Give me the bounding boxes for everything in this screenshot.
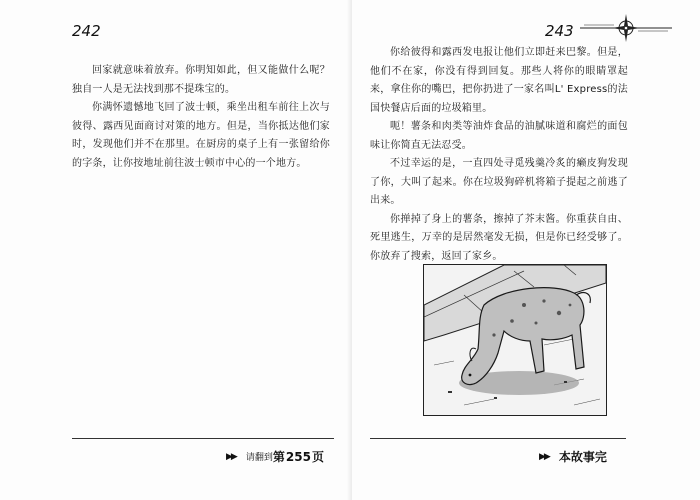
dog-drawing-icon: [424, 265, 606, 415]
right-footer-rule: [370, 438, 626, 439]
left-footer-rule: [72, 438, 334, 439]
story-end-text: 本故事完: [558, 450, 607, 464]
paragraph: 你满怀遗憾地飞回了波士顿，乘坐出租车前往上次与彼得、露西见面商讨对策的地方。但是，当你抵达他们家时，发现他们并不在那里。在厨房的桌子上有一张留给你的字条，让你按地址前往波士顿市中心的一个地方。: [72, 102, 330, 169]
paragraph: 不过幸运的是，一直四处寻觅残羹冷炙的癞皮狗发现了你，大叫了起来。你在垃圾狗碎机将箱子提起之前逃了出来。: [370, 158, 628, 206]
double-arrow-icon: ▶▶: [539, 451, 549, 462]
stray-dog-illustration: [423, 264, 607, 416]
right-page-body: [370, 44, 628, 266]
paragraph: 你给彼得和露西发电报让他们立即赶来巴黎。但是，他们不在家，你没有得到回复。那些人将你的眼睛罩起来，拿住你的嘴巴，把你扔进了一家名叫L' Express的法国快餐店后面的垃圾箱里。: [370, 47, 628, 114]
turn-to-ye: 页: [311, 450, 324, 464]
left-page-body: [72, 62, 330, 173]
paragraph: 你掸掉了身上的薯条，擦掉了芥末酱。你重获自由、死里逃生，万幸的是居然毫发无损，但是你已经受够了。你放弃了搜索，返回了家乡。: [370, 213, 628, 262]
turn-to-prefix: 请翻到: [245, 453, 273, 463]
paragraph: 回家就意味着放弃。你明知如此，但又能做什么呢？独自一人是无法找到那不提珠宝的。: [72, 65, 330, 95]
turn-to-di: 第: [272, 450, 285, 464]
turn-to-page-link[interactable]: [226, 448, 324, 465]
double-arrow-icon: ▶▶: [226, 451, 236, 462]
story-end-label: [539, 448, 607, 465]
left-page-number: 242: [72, 22, 101, 40]
right-page: [352, 0, 700, 500]
paragraph: 呃！薯条和肉类等油炸食品的油腻味道和腐烂的面包味让你简直无法忍受。: [370, 121, 628, 151]
compass-rose-ornament-icon: [580, 14, 672, 42]
right-page-number: 243: [545, 22, 574, 40]
turn-to-page-number: 255: [285, 449, 311, 464]
